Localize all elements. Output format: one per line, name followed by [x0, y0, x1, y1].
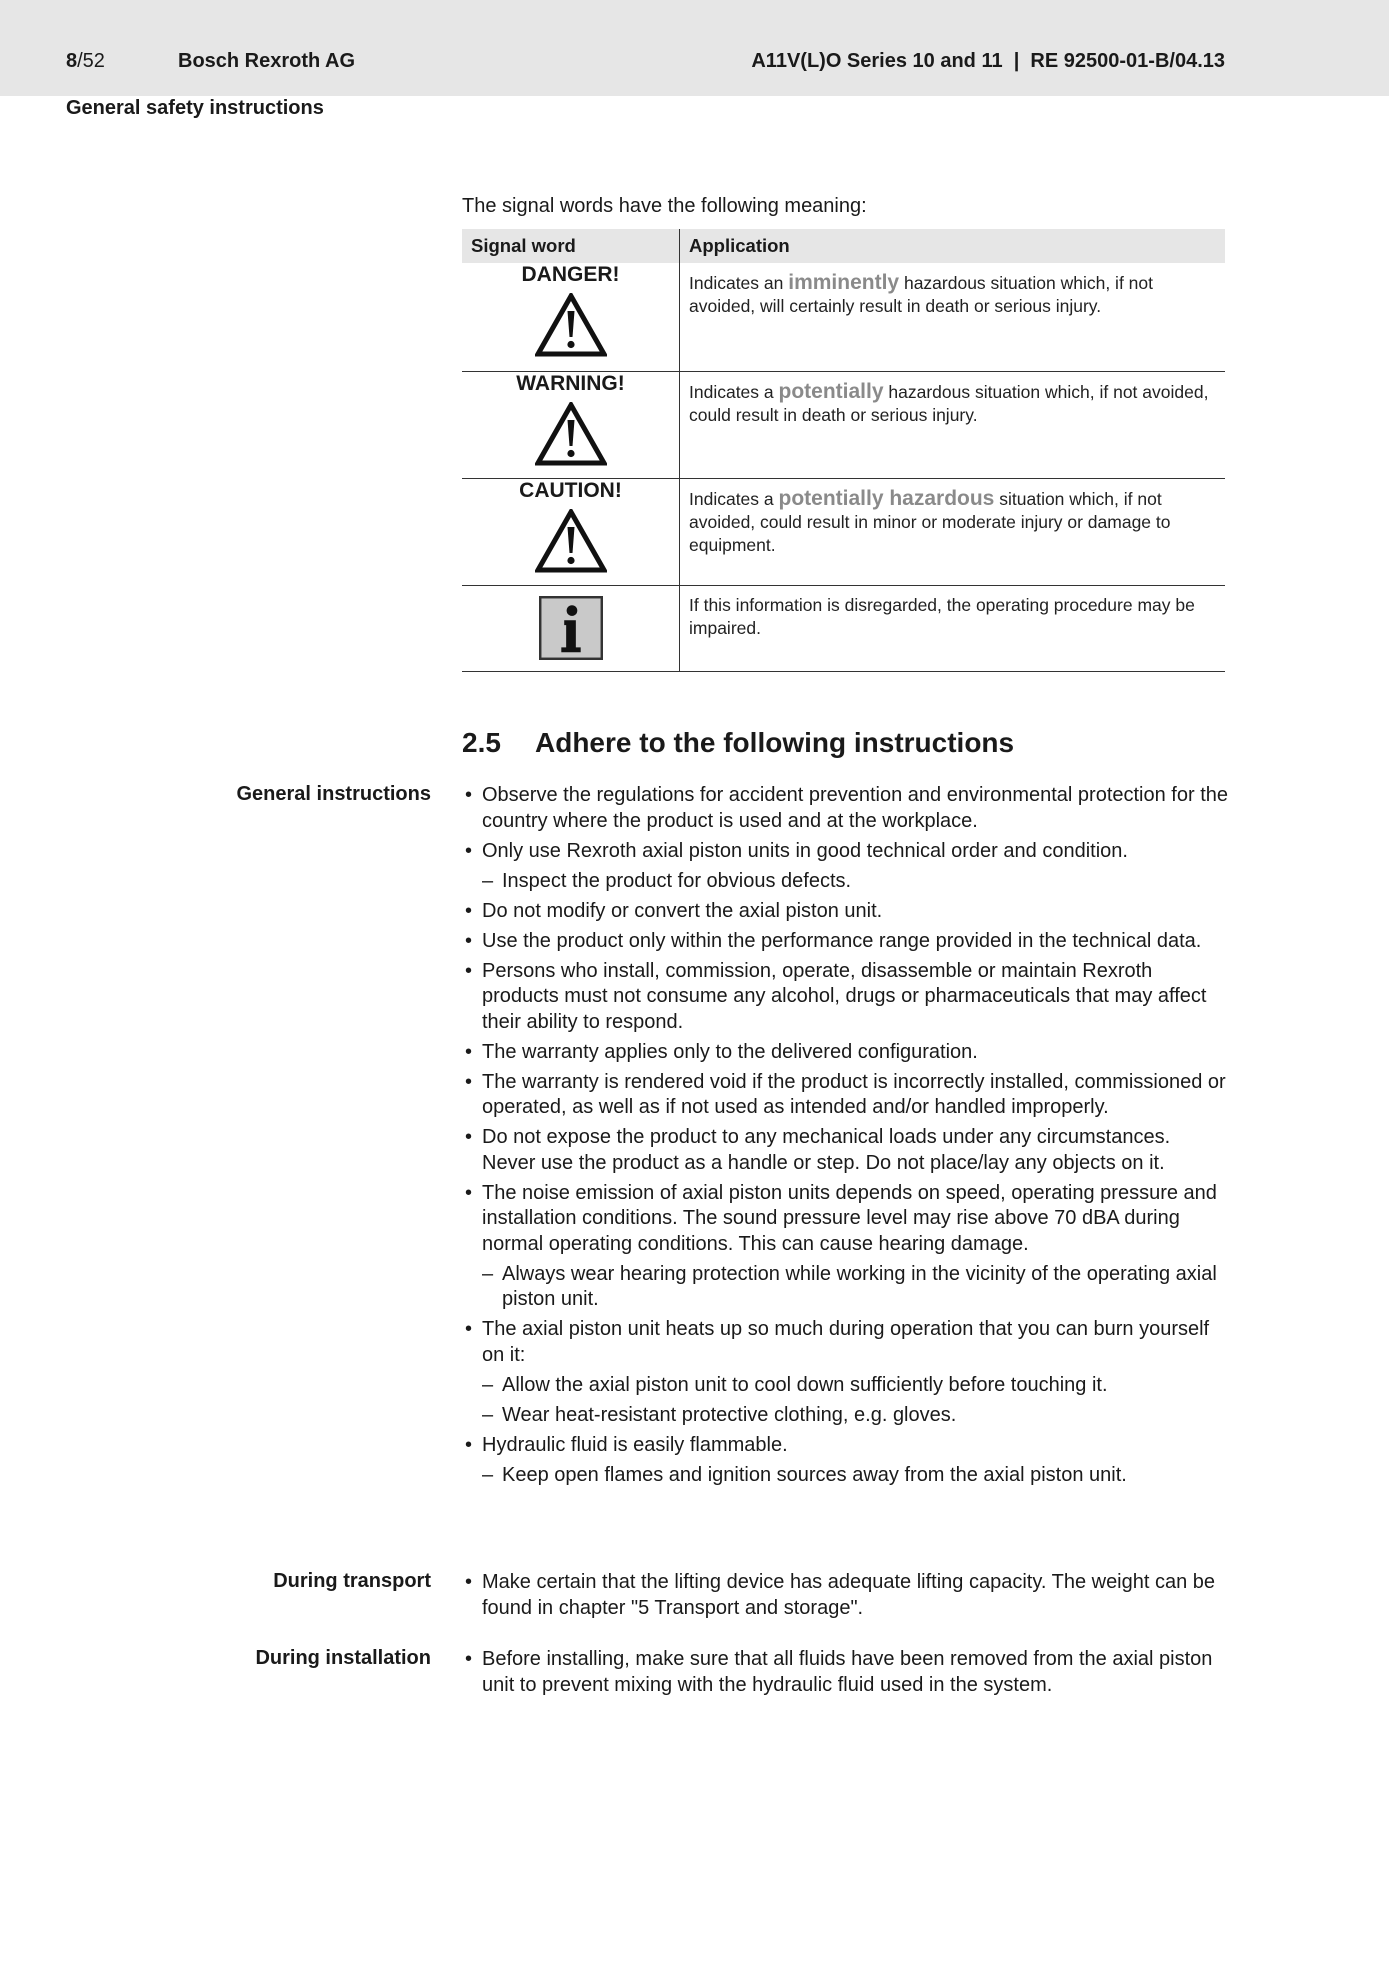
application-cell: Indicates an imminently hazardous situation which, if not avoided, will certainly result in death or serious injury. — [680, 263, 1226, 371]
list-item: • The noise emission of axial piston units depends on speed, operating pressure and installation conditions. The sound pressure level may rise above 70 dBA during normal operating conditions. This can cause hearing damage. — [462, 1181, 1228, 1258]
sub-item: – Inspect the product for obvious defects. — [462, 869, 1228, 895]
warning-triangle-icon — [535, 293, 607, 357]
table-row — [462, 478, 1225, 585]
list-item: • Observe the regulations for accident prevention and environmental protection for the country where the product is used and at the workplace. — [462, 783, 1228, 834]
list-item: • Do not modify or convert the axial piston unit. — [462, 899, 1228, 925]
general-instructions-list — [462, 783, 1228, 1493]
signal-word-caution: CAUTION! — [519, 478, 622, 502]
application-cell: Indicates a potentially hazardous situation which, if not avoided, could result in minor or moderate injury or damage to equipment. — [680, 478, 1226, 585]
application-cell: If this information is disregarded, the operating procedure may be impaired. — [680, 585, 1226, 671]
emphasis-text: potentially — [778, 379, 884, 403]
installation-instructions-list — [462, 1647, 1228, 1703]
list-item: • The warranty applies only to the delivered configuration. — [462, 1040, 1228, 1066]
table-header-row — [462, 229, 1225, 263]
signal-word-table — [462, 229, 1225, 672]
list-item: • Do not expose the product to any mechanical loads under any circumstances. Never use the product as a handle or step. Do not place/lay any objects on it. — [462, 1125, 1228, 1176]
company-name: Bosch Rexroth AG — [178, 50, 356, 72]
section-heading — [462, 727, 1014, 759]
emphasis-text: imminently — [788, 271, 900, 294]
column-header-signal: Signal word — [462, 229, 680, 263]
document-reference: A11V(L)O Series 10 and 11 | RE 92500-01-B/04.13 — [751, 50, 1225, 72]
signal-cell — [462, 371, 680, 478]
table-row — [462, 371, 1225, 478]
list-item: • The warranty is rendered void if the product is incorrectly installed, commissioned or operated, as well as if not used as intended and/or handled improperly. — [462, 1070, 1228, 1121]
list-item: • Make certain that the lifting device has adequate lifting capacity. The weight can be found in chapter "5 Transport and storage". — [462, 1570, 1228, 1621]
sub-item: – Wear heat-resistant protective clothing, e.g. gloves. — [462, 1403, 1228, 1429]
list-item: • Use the product only within the performance range provided in the technical data. — [462, 929, 1228, 955]
label-general-instructions: General instructions — [236, 783, 431, 805]
sub-item: – Allow the axial piston unit to cool down sufficiently before touching it. — [462, 1373, 1228, 1399]
info-icon — [539, 596, 603, 660]
emphasis-text: potentially hazardous — [778, 486, 995, 510]
section-number: 2.5 — [462, 727, 501, 758]
section-name: General safety instructions — [66, 97, 324, 119]
list-item: • Persons who install, commission, operate, disassemble or maintain Rexroth products must not consume any alcohol, drugs or pharmaceuticals that may affect their ability to respond. — [462, 959, 1228, 1036]
table-intro: The signal words have the following meaning: — [462, 195, 867, 217]
list-item: • Hydraulic fluid is easily flammable. — [462, 1433, 1228, 1459]
signal-word-danger: DANGER! — [521, 263, 620, 286]
table-row — [462, 585, 1225, 671]
warning-triangle-icon — [535, 509, 607, 573]
signal-word-warning: WARNING! — [516, 371, 625, 395]
sub-item: – Keep open flames and ignition sources away from the axial piston unit. — [462, 1463, 1228, 1489]
list-item: • Only use Rexroth axial piston units in good technical order and condition. — [462, 839, 1228, 865]
signal-cell — [462, 478, 680, 585]
sub-item: – Always wear hearing protection while working in the vicinity of the operating axial piston unit. — [462, 1262, 1228, 1313]
transport-instructions-list — [462, 1570, 1228, 1626]
application-cell: Indicates a potentially hazardous situation which, if not avoided, could result in death or serious injury. — [680, 371, 1226, 478]
column-header-application: Application — [680, 229, 1226, 263]
list-item: • The axial piston unit heats up so much during operation that you can burn yourself on it: — [462, 1317, 1228, 1368]
signal-cell — [462, 585, 680, 671]
label-during-installation: During installation — [255, 1647, 431, 1669]
warning-triangle-icon — [535, 402, 607, 466]
section-title: Adhere to the following instructions — [535, 727, 1015, 758]
table-row — [462, 263, 1225, 371]
signal-cell — [462, 263, 680, 371]
page-number: 8/52 — [66, 50, 105, 72]
page-header — [0, 0, 1389, 96]
list-item: • Before installing, make sure that all fluids have been removed from the axial piston unit to prevent mixing with the hydraulic fluid used in the system. — [462, 1647, 1228, 1698]
label-during-transport: During transport — [273, 1570, 431, 1592]
